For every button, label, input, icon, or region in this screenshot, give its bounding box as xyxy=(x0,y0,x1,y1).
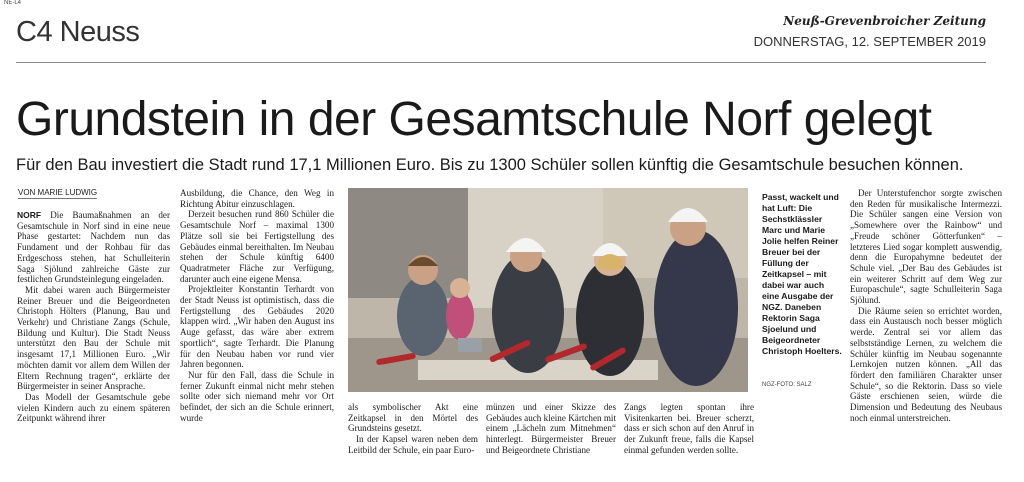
paragraph: münzen und einer Skizze des Gebäudes auch kleine Kärtchen mit einem „Lächeln zum Mitnehmen“ hinterlegt. Bürgermeister Breuer und Beigeordnete Christiane xyxy=(486,402,616,455)
byline: VON MARIE LUDWIG xyxy=(18,188,98,197)
photo-illustration xyxy=(348,188,748,392)
header-rule xyxy=(16,62,986,63)
page-tag: NE-L4 xyxy=(4,0,22,6)
paragraph: Zangs legten spontan ihre Visitenkarten bei. Breuer scherzt, dass er sich schon auf den Anruf in der Zukunft freue, falls die Kapsel einmal gefunden werden sollte. xyxy=(624,402,754,455)
newspaper-logo: Neuß-Grevenbroicher Zeitung xyxy=(783,14,986,28)
section-title: C4 Neuss xyxy=(16,16,140,48)
text-column-4 xyxy=(486,402,616,456)
article-headline: Grundstein in der Gesamtschule Norf gelegt xyxy=(16,93,932,146)
paragraph-text: Die Baumaßnahmen an der Gesamtschule in Norf sind in eine neue Phase gestartet: Nachdem nun das Fundament und der Rohbau für das Erdgeschoss stehen, hat Schulleiterin Saga Sjölund zahlreiche Gäste zur festlichen Grundsteinlegung eingeladen. xyxy=(17,210,170,285)
paragraph xyxy=(17,210,170,285)
paragraph: Das Modell der Gesamtschule gebe vielen Kindern auch zu einem späteren Zeitpunkt während ihrer xyxy=(17,391,170,424)
paragraph: als symbolischer Akt eine Zeitkapsel in den Mörtel des Grundsteins gesetzt. xyxy=(348,402,478,434)
text-column-6 xyxy=(850,188,1002,423)
text-column-5 xyxy=(624,402,754,456)
paragraph: Projektleiter Konstantin Terhardt von der Stadt Neuss ist optimistisch, dass die Fertigstellung des Gebäudes 2020 klappen wird. „Wir haben den August ins Auge gefasst, das wäre aber extrem sportlich“, sagte Terhardt. Die Planung für den Neubau haben vor rund vier Jahren begonnen. xyxy=(180,284,334,370)
article-photo xyxy=(348,188,748,392)
photo-credit: NGZ-FOTO: SALZ xyxy=(762,382,812,388)
paragraph: Nur für den Fall, dass die Schule in ferner Zukunft einmal nicht mehr stehen sollte oder sich niemand mehr vor Ort befindet, der sich an die Schule erinnert, wurde xyxy=(180,369,334,423)
dateline-kicker: NORF xyxy=(17,210,42,220)
paragraph: Mit dabei waren auch Bürgermeister Reiner Breuer und die Beigeordneten Christoph Hölters (Planung, Bau und Verkehr) und Christiane Zangs (Schule, Bildung und Kultur). Die Stadt Neuss unterstützt den Bau der Schule mit insgesamt 17,1 Millionen Euro. „Wir möchten damit vor allem dem Willen der Eltern Rechnung tragen“, erklärte der Bürgermeister in seiner Ansprache. xyxy=(17,284,170,392)
text-column-1 xyxy=(17,210,170,424)
paragraph: In der Kapsel waren neben dem Leitbild der Schule, ein paar Euro- xyxy=(348,434,478,455)
paragraph: Ausbildung, die Chance, den Weg in Richtung Abitur einzuschlagen. xyxy=(180,188,334,209)
paragraph: Die Räume seien so errichtet worden, dass ein Austausch noch besser möglich werde. Zentral sei vor allem das selbstständige Lernen, zu welchem die Schüler künftig im Neubau sogenannte Lernkojen nutzen können. „All das fördert den familiären Charakter unser Schule“, so die Rektorin. Dass so viele Gäste erschienen seien, würde die Dimension und Bedeutung des Neubaus noch einmal unterstreichen. xyxy=(850,305,1002,423)
issue-date: DONNERSTAG, 12. SEPTEMBER 2019 xyxy=(753,34,986,49)
paragraph: Der Unterstufenchor sorgte zwischen den Reden für musikalische Intermezzi. Die Schüler sangen eine Version von „Somewhere over the Rainbow“ und „Freude schöner Götterfunken“ – letzteres Lied sogar komplett auswendig, denn die Europahymne bedeutet der Schule viel. „Der Bau des Gebäudes ist ein weiterer Schritt auf dem Weg zur Europaschule“, sagte Schulleiterin Saga Sjölund. xyxy=(850,188,1002,306)
paragraph: Derzeit besuchen rund 860 Schüler die Gesamtschule Norf – maximal 1300 Plätze soll sie bei Fertigstellung des Gebäudes einmal bereithalten. Im Neubau stehen der Schule künftig 6400 Quadratmeter Fläche zur Verfügung, darunter auch eine eigene Mensa. xyxy=(180,209,334,284)
text-column-3 xyxy=(348,402,478,456)
article-subheadline: Für den Bau investiert die Stadt rund 17,1 Millionen Euro. Bis zu 1300 Schüler sollen künftig die Gesamtschule besuchen können. xyxy=(16,156,964,174)
photo-caption: Passt, wackelt und hat Luft: Die Sechstklässler Marc und Marie Jolie helfen Reiner Breuer bei der Füllung der Zeitkapsel – mit dabei war auch eine Ausgabe der NGZ. Daneben Rektorin Saga Sjoelund und Beigeordneter Christoph Hoelters. xyxy=(762,192,842,356)
text-column-2 xyxy=(180,188,334,423)
